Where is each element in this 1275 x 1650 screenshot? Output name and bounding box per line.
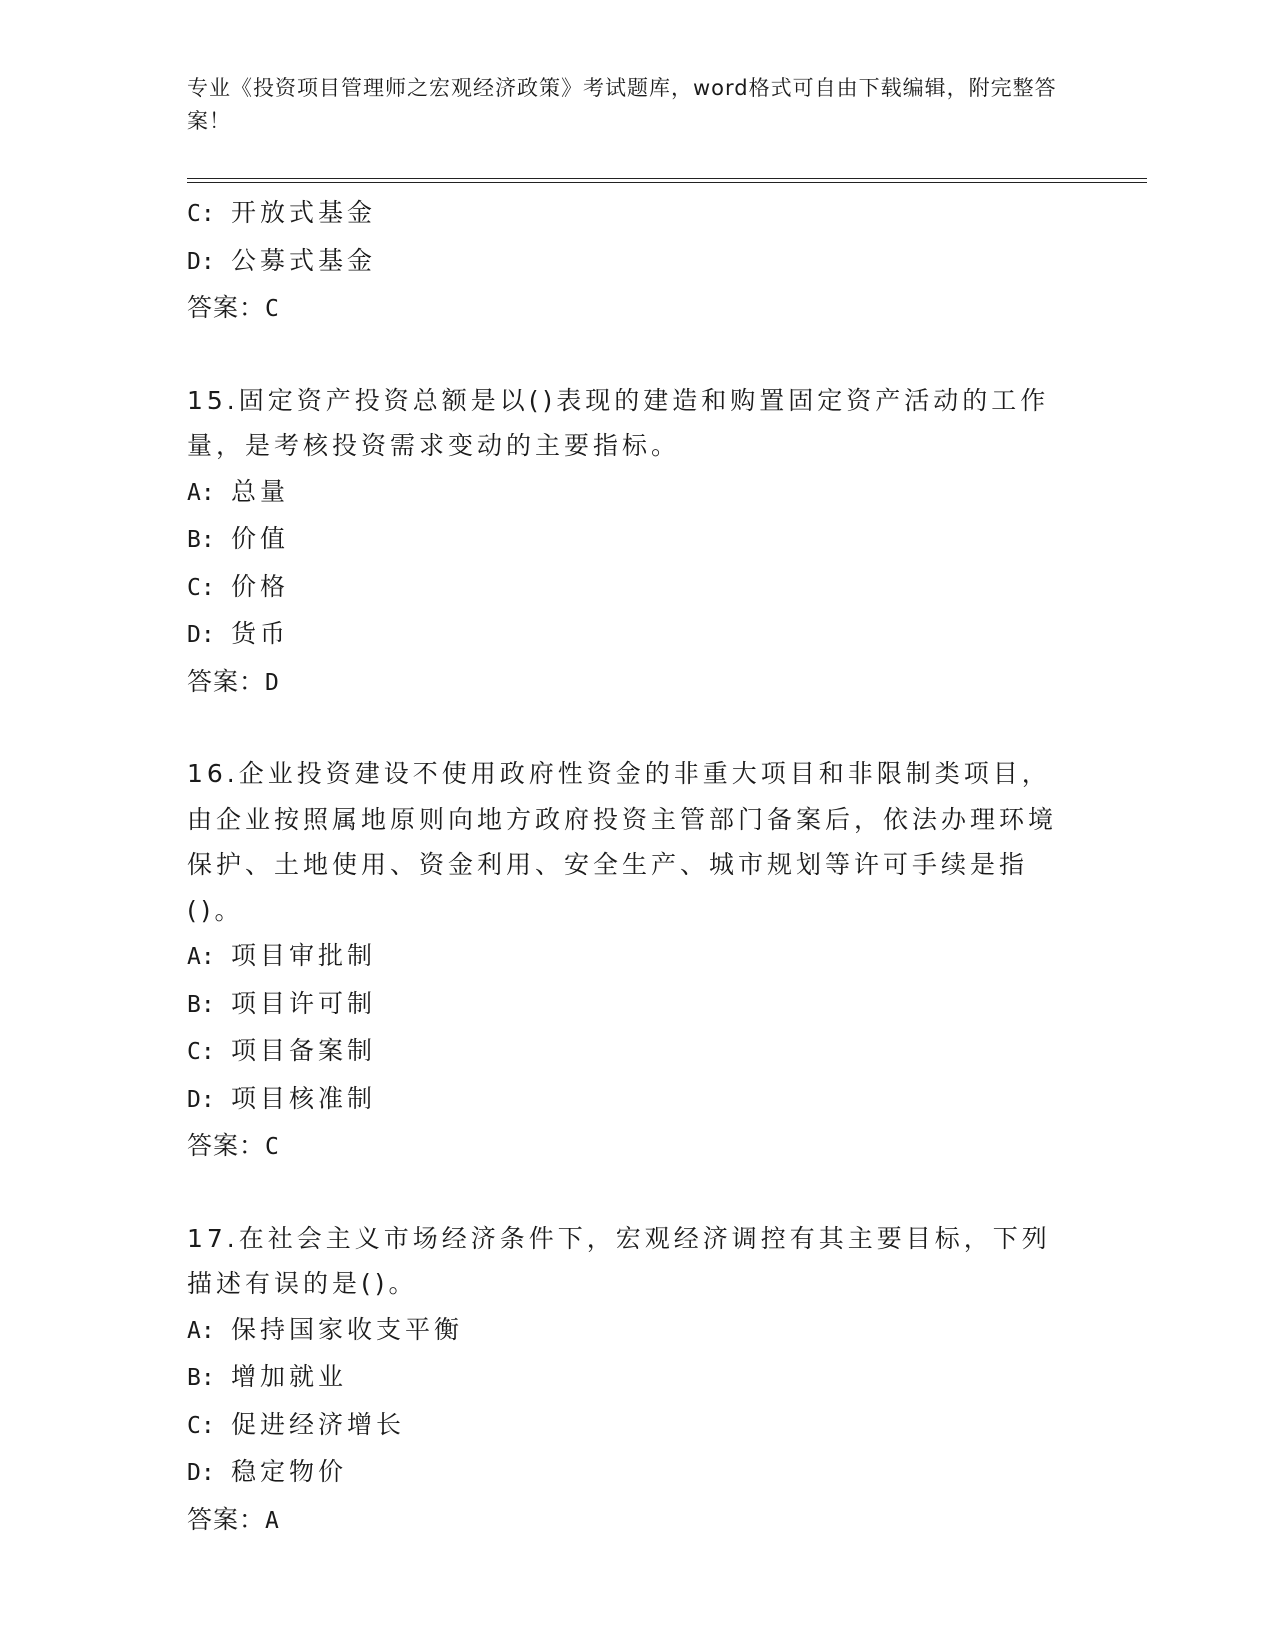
answer-label: 答案： (187, 1131, 266, 1160)
option-item (187, 516, 1067, 564)
answer-line (187, 659, 1067, 707)
option-item (187, 1449, 1067, 1497)
option-text: 开放式基金 (231, 198, 377, 227)
option-label: A: (187, 479, 215, 506)
answer-label: 答案： (187, 293, 266, 322)
option-item (187, 190, 1067, 238)
option-item (187, 238, 1067, 286)
option-label: D: (187, 248, 215, 275)
option-text: 价值 (231, 524, 290, 553)
option-text: 促进经济增长 (231, 1409, 406, 1439)
option-item (187, 564, 1067, 612)
option-item (187, 611, 1067, 659)
option-text: 项目许可制 (231, 988, 377, 1018)
option-text: 价格 (231, 571, 290, 601)
option-item (187, 981, 1067, 1029)
option-label: C: (187, 201, 215, 227)
option-text: 增加就业 (231, 1362, 348, 1391)
question-block (187, 751, 1067, 1171)
option-text: 项目核准制 (231, 1083, 377, 1113)
option-item (187, 1307, 1067, 1355)
header-divider (187, 182, 1147, 183)
option-item (187, 933, 1067, 981)
answer-label: 答案： (187, 666, 266, 696)
option-item (187, 469, 1067, 517)
option-item (187, 1076, 1067, 1124)
header-divider (187, 178, 1147, 179)
answer-line (187, 1123, 1067, 1171)
question-block (187, 378, 1067, 707)
option-label: D: (187, 1086, 215, 1113)
answer-value: C (265, 1134, 279, 1160)
option-text: 货币 (231, 619, 290, 648)
option-label: C: (187, 1039, 215, 1065)
question-text: 16.企业投资建设不使用政府性资金的非重大项目和非限制类项目，由企业按照属地原则向地方政府投资主管部门备案后，依法办理环境保护、土地使用、资金利用、安全生产、城市规划等许可手续是指()。 (187, 759, 1058, 925)
option-text: 公募式基金 (231, 245, 377, 275)
option-label: C: (187, 574, 215, 601)
option-text: 稳定物价 (231, 1457, 348, 1486)
option-text: 保持国家收支平衡 (231, 1314, 464, 1344)
option-text: 项目备案制 (231, 1036, 377, 1065)
carryover-block (187, 190, 1067, 333)
page-header: 专业《投资项目管理师之宏观经济政策》考试题库，word格式可自由下载编辑，附完整答案！ (187, 76, 1057, 133)
document-body (187, 190, 1067, 1544)
answer-value: A (265, 1507, 279, 1534)
answer-value: D (265, 669, 279, 696)
option-item (187, 1028, 1067, 1076)
option-label: D: (187, 1460, 215, 1486)
option-item (187, 1354, 1067, 1402)
option-text: 项目审批制 (231, 941, 377, 970)
question-text: 15.固定资产投资总额是以()表现的建造和购置固定资产活动的工作量，是考核投资需求变动的主要指标。 (187, 385, 1050, 460)
option-label: B: (187, 991, 215, 1018)
option-label: A: (187, 1317, 215, 1344)
option-label: B: (187, 527, 215, 553)
answer-value: C (265, 296, 279, 322)
question-text: 17.在社会主义市场经济条件下，宏观经济调控有其主要目标，下列描述有误的是()。 (187, 1223, 1051, 1298)
option-label: B: (187, 1365, 215, 1391)
option-label: A: (187, 944, 215, 970)
option-item (187, 1402, 1067, 1450)
question-block (187, 1216, 1067, 1545)
option-text: 总量 (231, 476, 290, 506)
option-label: C: (187, 1412, 215, 1439)
option-label: D: (187, 622, 215, 648)
answer-line (187, 1497, 1067, 1545)
answer-line (187, 285, 1067, 333)
answer-label: 答案： (187, 1504, 266, 1534)
